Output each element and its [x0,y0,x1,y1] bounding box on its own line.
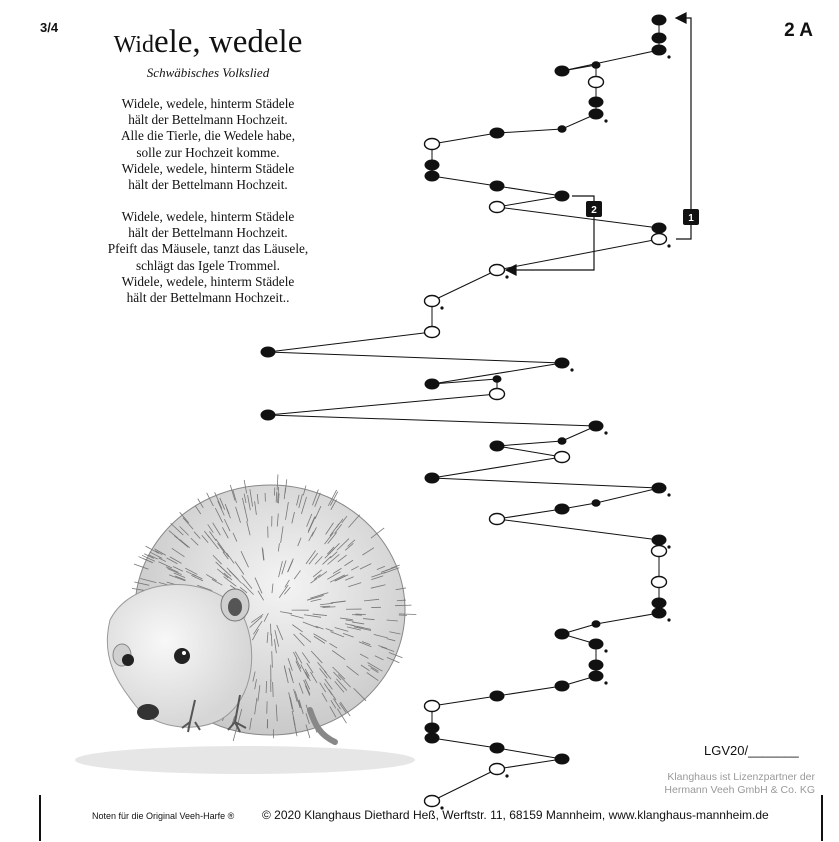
filled-note [555,504,570,515]
lyric-line: hält der Bettelmann Hochzeit.. [126,290,290,306]
note-dot [604,431,607,434]
license-note [600,771,815,797]
melody-segment [432,738,497,748]
open-note [652,234,667,245]
lyric-line: Widele, wedele, hinterm Städele [121,209,295,224]
license-line: Hermann Veeh GmbH & Co. KG [664,784,815,796]
melody-segment [497,239,659,270]
note-dot [667,493,670,496]
melody-segment [432,176,497,186]
open-note [490,265,505,276]
filled-note [592,620,601,628]
svg-text:2: 2 [591,205,597,216]
melody-segment [497,196,562,207]
open-note [425,296,440,307]
melody-segment [497,519,659,540]
filled-note [555,681,570,692]
lyric-line: Widele, wedele, hinterm Städele [121,273,295,289]
open-note [589,77,604,88]
song-title-rest: ele, wedele [153,24,303,60]
lyric-line: schlägt das Igele Trommel. [135,257,281,273]
melody-segment [432,133,497,144]
filled-note [592,61,601,69]
melody-line [268,20,659,801]
filled-note [261,347,276,358]
note-dot [604,649,607,652]
melody-segment [497,509,562,519]
filled-note [425,379,440,390]
note-dot [667,618,670,621]
filled-note [493,375,502,383]
melody-segment [497,441,562,446]
open-note [490,202,505,213]
filled-note [592,499,601,507]
filled-note [558,125,567,133]
open-note [425,701,440,712]
melody-segment [497,186,562,196]
note-group [261,15,671,810]
melody-segment [497,446,562,457]
melody-segment [497,686,562,696]
filled-note [425,171,440,182]
melody-segment [497,129,562,133]
melody-segment [432,769,497,801]
lyric-line: Pfeift das Mäusele, tanzt das Läusele, [107,241,309,257]
repeat-marker-1 [683,209,699,225]
open-note [490,389,505,400]
melody-segment [497,207,659,228]
filled-note [425,160,440,171]
filled-note [589,97,604,108]
filled-note [555,754,570,765]
filled-note [555,358,570,369]
filled-note [652,33,667,44]
filled-note [589,671,604,682]
melody-segment [432,478,659,488]
open-note [490,764,505,775]
filled-note [652,223,667,234]
melody-segment [268,415,596,426]
repeat-marker-2 [586,201,602,217]
melody-segment [432,457,562,478]
filled-note [589,109,604,120]
lyric-line: Alle die Tierle, die Wedele habe, [120,128,296,144]
note-dot [667,545,670,548]
melody-segment [596,488,659,503]
time-signature: 3/4 [40,20,59,35]
filled-note [555,66,570,77]
lyric-line: hält der Bettelmann Hochzeit. [128,177,288,193]
melody-segment [432,379,497,384]
svg-text:1: 1 [688,213,694,224]
open-note [425,327,440,338]
filled-note [652,483,667,494]
note-dot [604,119,607,122]
melody-segment [497,759,562,769]
license-line: Klanghaus ist Lizenzpartner der [667,771,815,783]
filled-note [652,15,667,26]
open-note [490,514,505,525]
filled-note [490,441,505,452]
repeat-path [676,18,691,239]
open-note [652,546,667,557]
filled-note [589,660,604,671]
note-dot [570,368,573,371]
arrow-head-icon [676,13,686,23]
note-dot [440,306,443,309]
filled-note [589,421,604,432]
filled-note [425,723,440,734]
open-note [555,452,570,463]
note-dot [667,55,670,58]
melody-segment [432,696,497,706]
lyric-line: Widele, wedele, hinterm Städele [121,160,295,176]
filled-note [425,733,440,744]
filled-note [425,473,440,484]
filled-note [555,191,570,202]
filled-note [652,598,667,609]
lyric-line: hält der Bettelmann Hochzeit. [128,112,288,128]
left-margin-bar [39,795,41,841]
open-note [652,577,667,588]
filled-note [558,437,567,445]
lyric-line: solle zur Hochzeit komme. [136,144,280,160]
filled-note [261,410,276,421]
song-title-start: Wid [113,32,154,58]
filled-note [652,608,667,619]
right-margin-bar [821,795,823,841]
open-note [425,796,440,807]
filled-note [555,629,570,640]
page-code: 2 A [784,20,813,41]
filled-note [589,639,604,650]
filled-note [490,181,505,192]
note-dot [604,681,607,684]
filled-note [490,128,505,139]
melody-segment [432,270,497,301]
filled-note [490,691,505,702]
note-dot [667,244,670,247]
melody-segment [562,50,659,71]
open-note [425,139,440,150]
melody-segment [596,613,659,624]
lyric-line: hält der Bettelmann Hochzeit. [128,225,288,241]
note-dot [505,774,508,777]
filled-note [652,535,667,546]
song-subtitle: Schwäbisches Volkslied [146,65,270,80]
filled-note [652,45,667,56]
filled-note [490,743,505,754]
arrow-head-icon [506,265,516,275]
footer-instrument-note: Noten für die Original Veeh-Harfe ® [92,811,235,821]
footer-copyright: © 2020 Klanghaus Diethard Heß, Werftstr. 11, 68159 Mannheim, www.klanghaus-mannheim.de [262,808,769,822]
melody-segment [268,394,497,415]
order-number: LGV20/_______ [704,743,799,758]
melody-segment [497,748,562,759]
melody-segment [268,352,562,363]
note-dot [505,275,508,278]
melody-segment [268,332,432,352]
lyric-line: Widele, wedele, hinterm Städele [121,96,295,111]
